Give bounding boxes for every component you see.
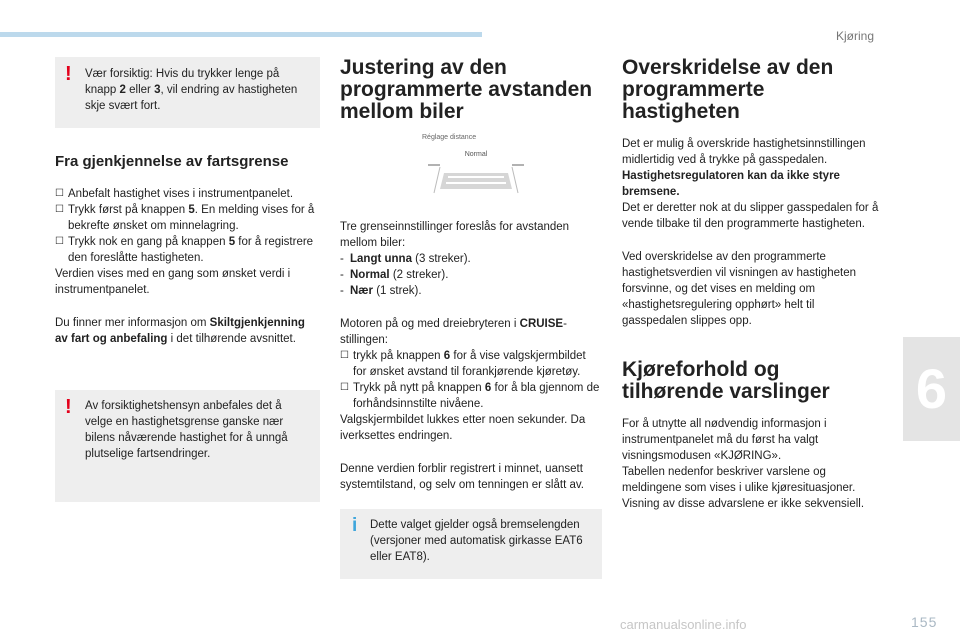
info-box — [340, 509, 602, 579]
paragraph: Verdien vises med en gang som ønsket verdi i instrumentpanelet. — [55, 268, 291, 296]
watermark: carmanualsonline.info — [620, 617, 747, 632]
checkbox-bullet-icon: ☐ — [55, 236, 64, 247]
paragraph: Du finner mer informasjon om Skiltgjenkjenning av fart og anbefaling i det tilhørende avsnittet. — [55, 317, 305, 345]
list-item: - Langt unna (3 streker). — [340, 253, 471, 265]
paragraph: Motoren på og med dreiebryteren i CRUISE-stillingen: — [340, 318, 567, 346]
checkbox-bullet-icon: ☐ — [55, 204, 64, 215]
checkbox-bullet-icon: ☐ — [340, 350, 349, 361]
list-item: - Normal (2 streker). — [340, 269, 449, 281]
warning-text: Av forsiktighetshensyn anbefales det å velge en hastighetsgrense ganske nær bilens nåværende hastighet for å unngå plutselige fartsendringer. — [85, 400, 288, 460]
distance-illustration — [340, 133, 602, 201]
illustration-title: Réglage distance — [422, 134, 477, 141]
section-heading: Overskridelse av den programmerte hastigheten — [622, 56, 834, 123]
section-heading: Kjøreforhold og tilhørende varslinger — [622, 358, 830, 403]
chapter-tab: 6 — [903, 337, 960, 441]
checkbox-bullet-icon: ☐ — [340, 382, 349, 393]
illustration-mode: Normal — [464, 151, 488, 158]
paragraph: For å utnytte all nødvendig informasjon i instrumentpanelet må du først ha valgt visningsmodusen «KJØRING». — [622, 418, 827, 462]
column-1 — [55, 57, 320, 502]
paragraph: Det er mulig å overskride hastighetsinnstillingen midlertidig ved å trykke på gasspedalen. — [622, 138, 866, 166]
paragraph: Det er deretter nok at du slipper gasspedalen for å vende tilbake til den programmerte hastigheten. — [622, 202, 879, 230]
warning-exclamation-icon: ! — [65, 63, 72, 85]
paragraph: Valgskjermbildet lukkes etter noen sekunder. Da iverksettes endringen. — [340, 414, 586, 442]
column-3 — [622, 57, 882, 512]
section-heading: Justering av den programmerte avstanden mellom biler — [340, 56, 593, 123]
column-2 — [340, 57, 602, 579]
paragraph: Denne verdien forblir registrert i minnet, uansett systemtilstand, og selv om tenningen er slått av. — [340, 463, 584, 491]
list-item: ☐ Trykk på nytt på knappen 6 for å bla gjennom de forhåndsinnstilte nivåene. — [340, 382, 600, 410]
section-heading: Fra gjenkjennelse av fartsgrense — [55, 153, 289, 170]
warning-text: Vær forsiktig: Hvis du trykker lenge på knapp 2 eller 3, vil endring av hastigheten skje svært fort. — [85, 68, 298, 112]
warning-box — [55, 390, 320, 502]
road-lines-icon — [418, 133, 534, 201]
list-item: ☐ Anbefalt hastighet vises i instrumentpanelet. — [55, 188, 294, 200]
warning-exclamation-icon: ! — [65, 396, 72, 418]
list-item: ☐ trykk på knappen 6 for å vise valgskjermbildet for ønsket avstand til forankjørende kjøretøy. — [340, 350, 586, 378]
list-item: ☐ Trykk først på knappen 5. En melding vises for å bekrefte ønsket om minnelagring. — [55, 204, 315, 232]
paragraph: Tabellen nedenfor beskriver varslene og meldingene som vises i ulike kjøresituasjoner. Visning av disse advarslene er ikke sekvensiell. — [622, 466, 865, 510]
checkbox-bullet-icon: ☐ — [55, 188, 64, 199]
info-icon: i — [352, 515, 358, 536]
page-number: 155 — [911, 614, 938, 630]
list-item: - Nær (1 strek). — [340, 285, 422, 297]
section-label: Kjøring — [836, 29, 875, 43]
info-text: Dette valget gjelder også bremselengden (versjoner med automatisk girkasse EAT6 eller EAT8). — [370, 519, 583, 563]
paragraph: Tre grenseinnstillinger foreslås for avstanden mellom biler: — [340, 221, 570, 249]
paragraph: Ved overskridelse av den programmerte hastighetsverdien vil visningen av hastigheten forsvinne, og det vises en melding om «hastighetsregulering opphørt» helt til gasspedalen slippes opp. — [622, 251, 856, 327]
paragraph-bold: Hastighetsregulatoren kan da ikke styre bremsene. — [622, 170, 840, 198]
list-item: ☐ Trykk nok en gang på knappen 5 for å registrere den foreslåtte hastigheten. — [55, 236, 314, 264]
warning-box — [55, 57, 320, 128]
top-accent-bar — [0, 32, 482, 37]
